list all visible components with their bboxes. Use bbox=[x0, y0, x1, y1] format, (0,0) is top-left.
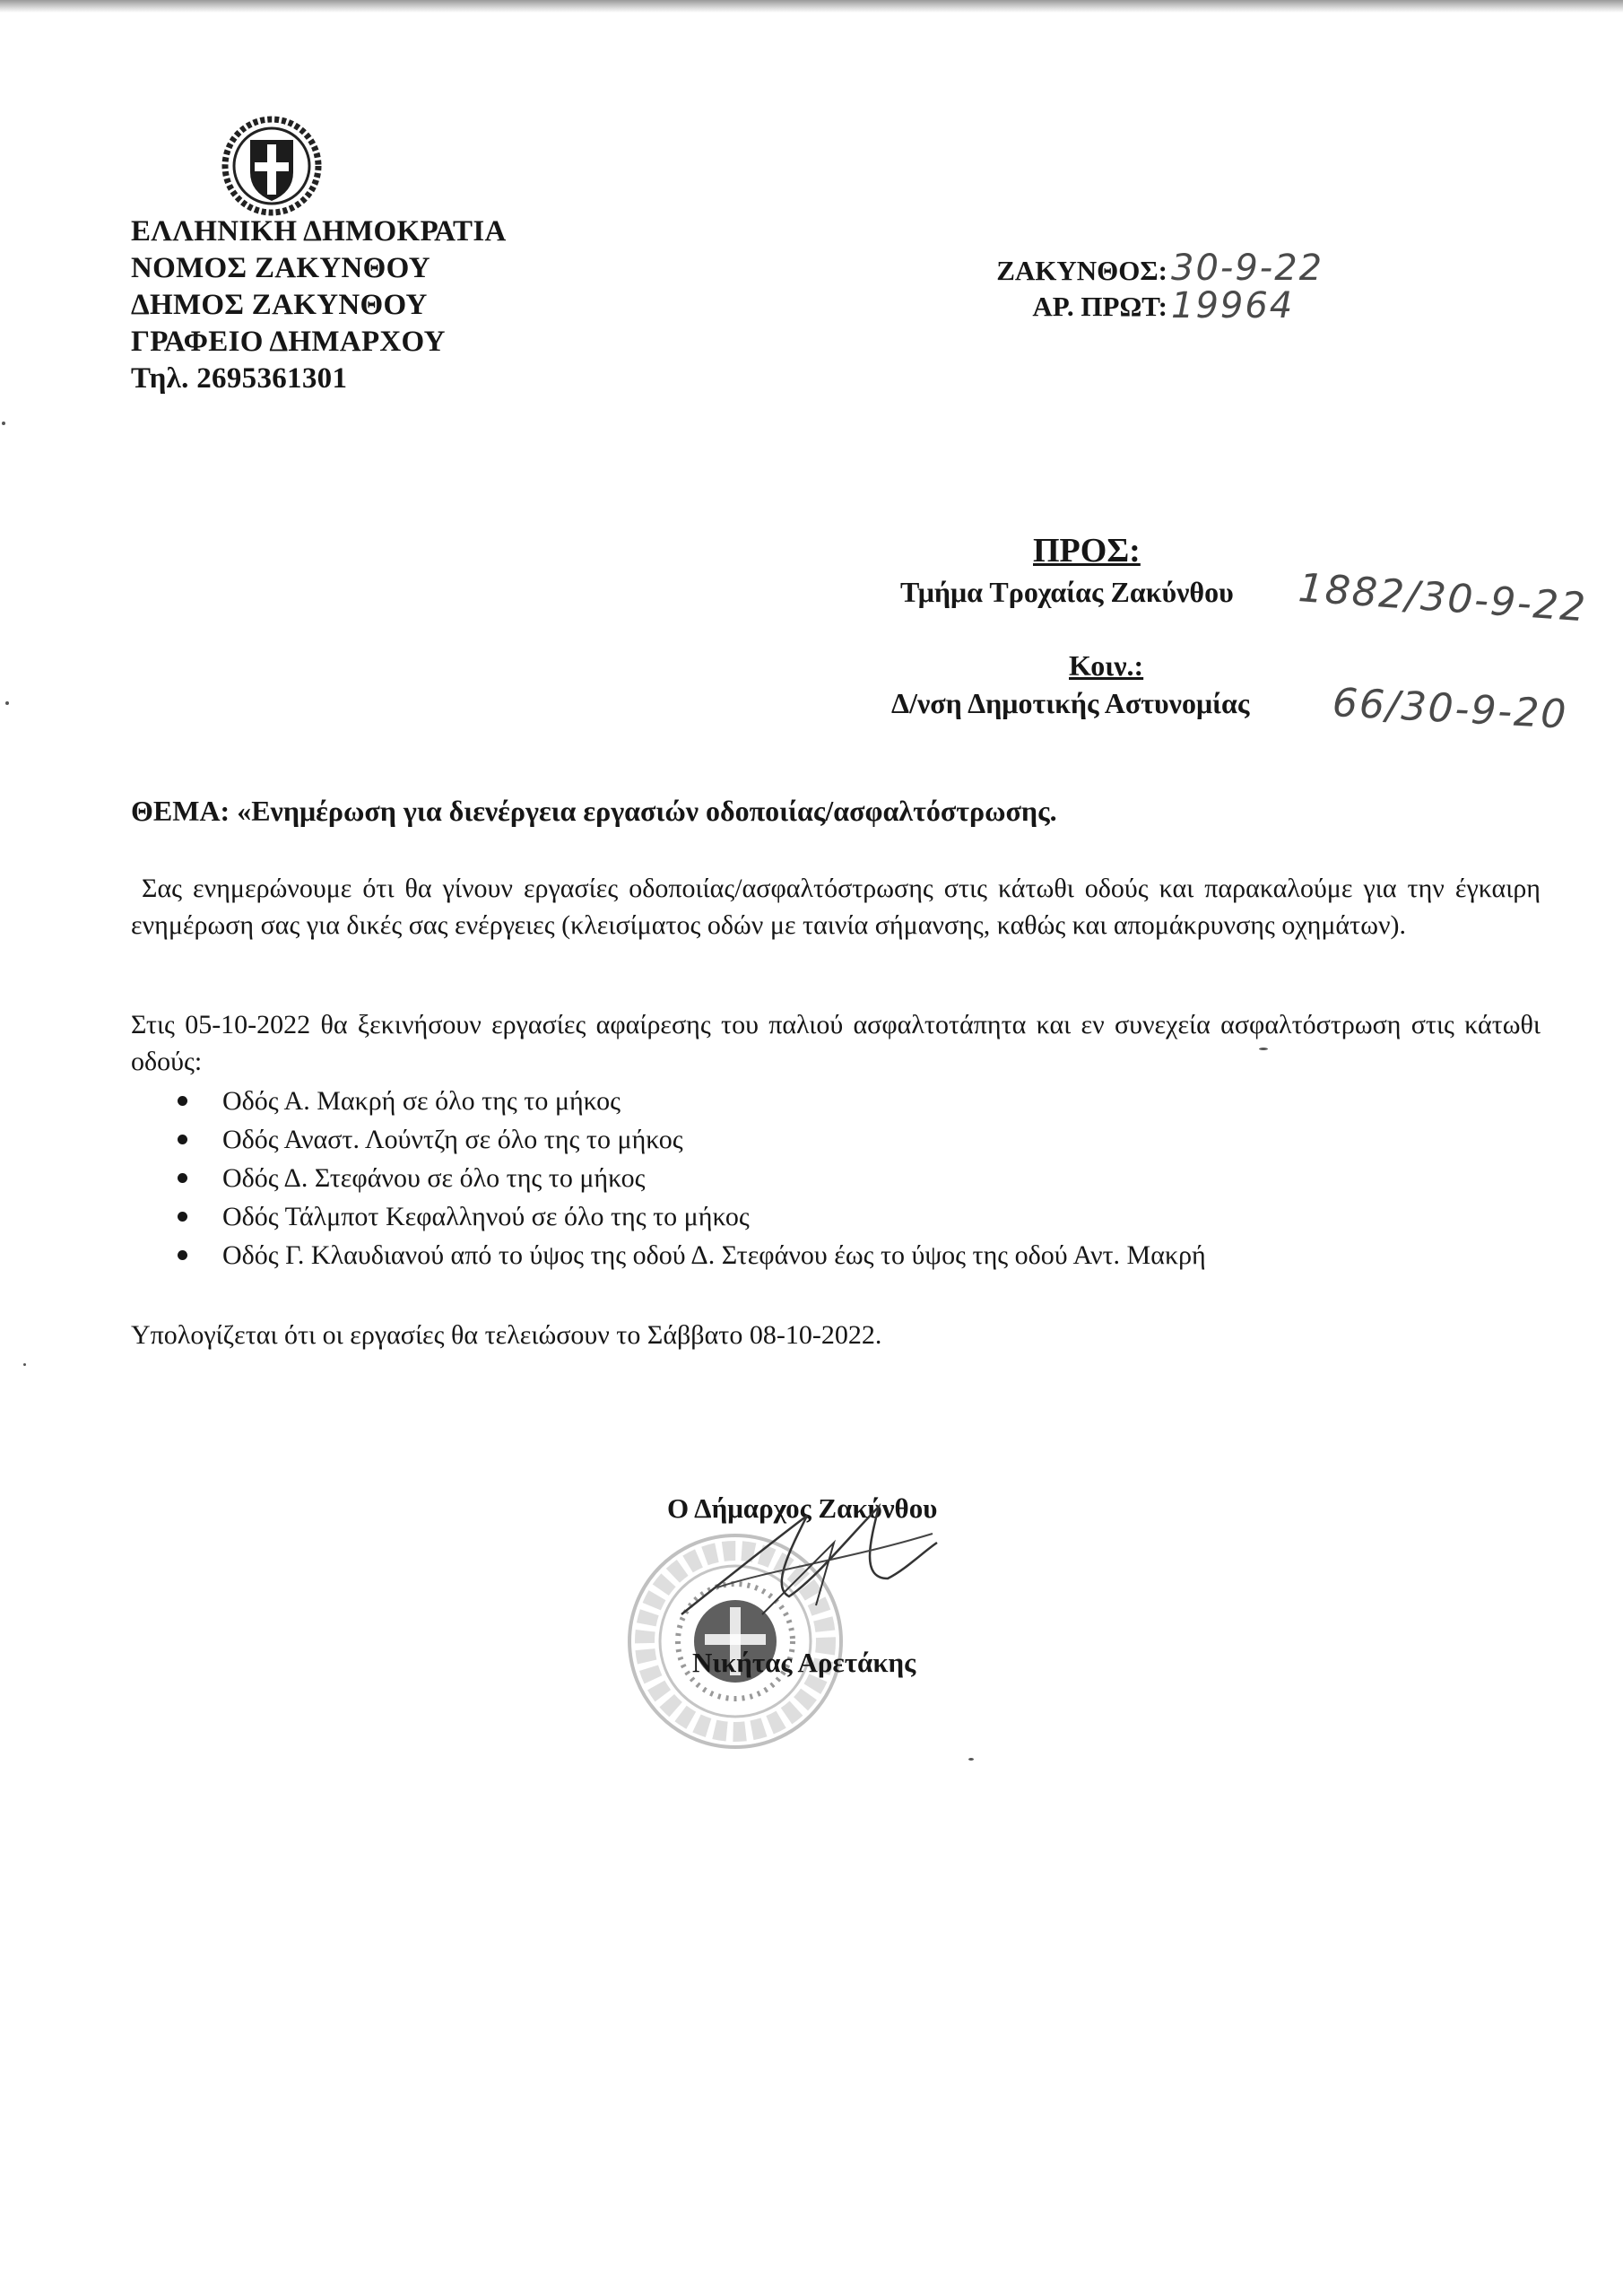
handwritten-signature bbox=[664, 1480, 950, 1641]
date-label: ΖΑΚΥΝΘΟΣ: bbox=[996, 255, 1167, 286]
list-item: Οδός Τάλμποτ Κεφαλληνού σε όλο της το μήκος bbox=[131, 1197, 1206, 1236]
list-item: Οδός Α. Μακρή σε όλο της το μήκος bbox=[131, 1082, 1206, 1120]
scan-speck bbox=[23, 1363, 26, 1366]
issuer-header bbox=[131, 213, 507, 397]
signer-name: Νικήτας Αρετάκης bbox=[692, 1647, 916, 1678]
completion-estimate: Υπολογίζεται ότι οι εργασίες θα τελειώσουν το Σάββατο 08-10-2022. bbox=[131, 1320, 882, 1350]
subject-line: ΘΕΜΑ: «Ενημέρωση για διενέργεια εργασιών οδοποιίας/ασφαλτόστρωσης. bbox=[131, 795, 1057, 827]
scan-speck bbox=[968, 1758, 974, 1761]
header-prefecture: ΝΟΜΟΣ ΖΑΚΥΝΘΟΥ bbox=[131, 252, 430, 284]
header-municipality: ΔΗΜΟΣ ΖΑΚΥΝΘΟΥ bbox=[131, 289, 428, 321]
scan-speck bbox=[5, 701, 9, 705]
list-item: Οδός Αναστ. Λούντζη σε όλο της το μήκος bbox=[131, 1120, 1206, 1159]
cc-label: Κοιν.: bbox=[1069, 649, 1144, 682]
cc-recipient: Δ/νση Δημοτικής Αστυνομίας bbox=[891, 687, 1250, 719]
cc-handwritten-ref: 66/30-9-20 bbox=[1331, 680, 1569, 738]
document-meta bbox=[977, 253, 1167, 325]
to-label: ΠΡΟΣ: bbox=[1033, 532, 1141, 570]
intro-paragraph: Σας ενημερώνουμε ότι θα γίνουν εργασίες οδοποιίας/ασφαλτόστρωσης στις κάτωθι οδούς και παρακαλούμε για την έγκαιρη ενημέρωση σας για δικές σας ενέργειες (κλεισίματος οδών με ταινία σήμανσης, καθώς και απομάκρυνσης οχημάτων). bbox=[131, 874, 1541, 940]
list-item: Οδός Δ. Στεφάνου σε όλο της το μήκος bbox=[131, 1159, 1206, 1197]
greek-coat-of-arms-icon bbox=[221, 115, 323, 217]
date-handwritten: 30-9-22 bbox=[1171, 248, 1324, 289]
scan-edge bbox=[0, 0, 1623, 13]
header-country: ΕΛΛΗΝΙΚΗ ΔΗΜΟΚΡΑΤΙΑ bbox=[131, 215, 507, 248]
list-item: Οδός Γ. Κλαυδιανού από το ύψος της οδού Δ. Στεφάνου έως το ύψος της οδού Αντ. Μακρή bbox=[131, 1236, 1206, 1274]
schedule-paragraph: Στις 05-10-2022 θα ξεκινήσουν εργασίες αφαίρεσης του παλιού ασφαλτοτάπητα και εν συνεχεία ασφαλτόστρωση στις κάτωθι οδούς: bbox=[131, 1010, 1541, 1076]
signer-title: Ο Δήμαρχος Ζακύνθου bbox=[667, 1492, 938, 1524]
scan-speck bbox=[1259, 1048, 1268, 1050]
header-phone: Τηλ. 2695361301 bbox=[131, 362, 348, 395]
header-office: ΓΡΑΦΕΙΟ ΔΗΜΑΡΧΟΥ bbox=[131, 326, 446, 358]
to-handwritten-ref: 1882/30-9-22 bbox=[1297, 565, 1589, 631]
protocol-handwritten: 19964 bbox=[1171, 285, 1295, 326]
street-list bbox=[131, 1082, 1206, 1274]
protocol-label: ΑΡ. ΠΡΩΤ: bbox=[1032, 291, 1167, 322]
scan-speck bbox=[2, 422, 5, 425]
to-recipient: Τμήμα Τροχαίας Ζακύνθου bbox=[900, 576, 1234, 608]
